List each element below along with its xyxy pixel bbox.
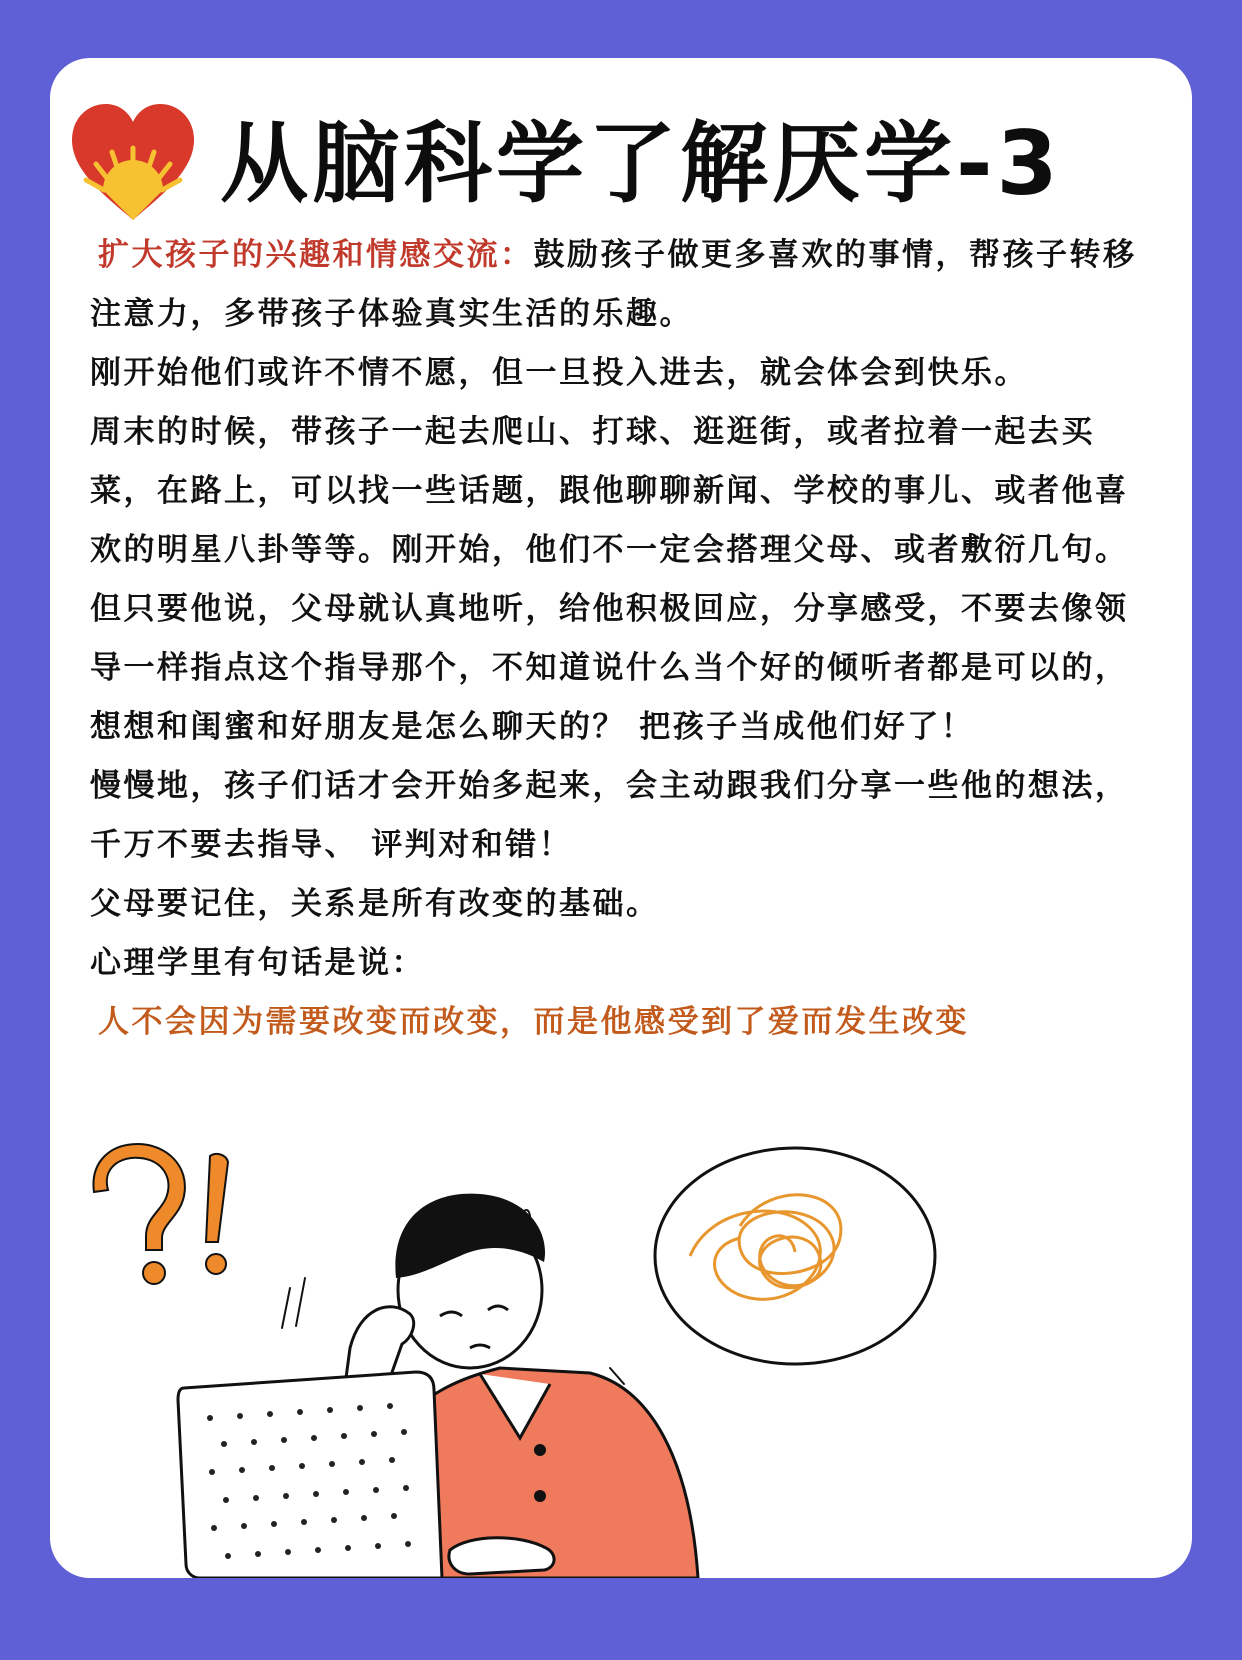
exclamation-mark-icon [206, 1154, 228, 1274]
highlight-quote: 人不会因为需要改变而改变，而是他感受到了爱而发生改变 [98, 1004, 969, 1040]
paragraph-text: 鼓励孩子做更多喜欢的事情，帮孩子转移注意力，多带孩子体验真实生活的乐趣。 [90, 237, 1137, 332]
article-body [90, 226, 1152, 1052]
heart-sunrise-icon [68, 102, 198, 224]
stressed-person-illustration [50, 1138, 1192, 1578]
thought-bubble [655, 1148, 935, 1364]
laptop [178, 1372, 442, 1578]
paragraph: 刚开始他们或许不情不愿，但一旦投入进去，就会体会到快乐。 [90, 355, 1028, 391]
question-mark-icon [93, 1144, 184, 1284]
paragraph [90, 226, 1152, 344]
highlight-heading: 扩大孩子的兴趣和情感交流： [98, 237, 534, 273]
paragraph: 父母要记住，关系是所有改变的基础。 [90, 886, 660, 922]
paragraph: 心理学里有句话是说： [90, 945, 425, 981]
paragraph: 周末的时候，带孩子一起去爬山、打球、逛逛街，或者拉着一起去买菜，在路上，可以找一些话题，跟他聊聊新闻、学校的事儿、或者他喜欢的明星八卦等等。刚开始，他们不一定会搭理父母、或者敷衍几句。但只要他说，父母就认真地听，给他积极回应，分享感受，不要去像领导一样指点这个指导那个，不知道说什么当个好的倾听者都是可以的，想想和闺蜜和好朋友是怎么聊天的？ 把孩子当成他们好了！ [90, 414, 1129, 745]
page-title: 从脑科学了解厌学-3 [220, 112, 1062, 215]
content-card [50, 58, 1192, 1578]
paragraph: 慢慢地，孩子们话才会开始多起来，会主动跟我们分享一些他的想法，千万不要去指导、 评判对和错！ [90, 768, 1129, 863]
